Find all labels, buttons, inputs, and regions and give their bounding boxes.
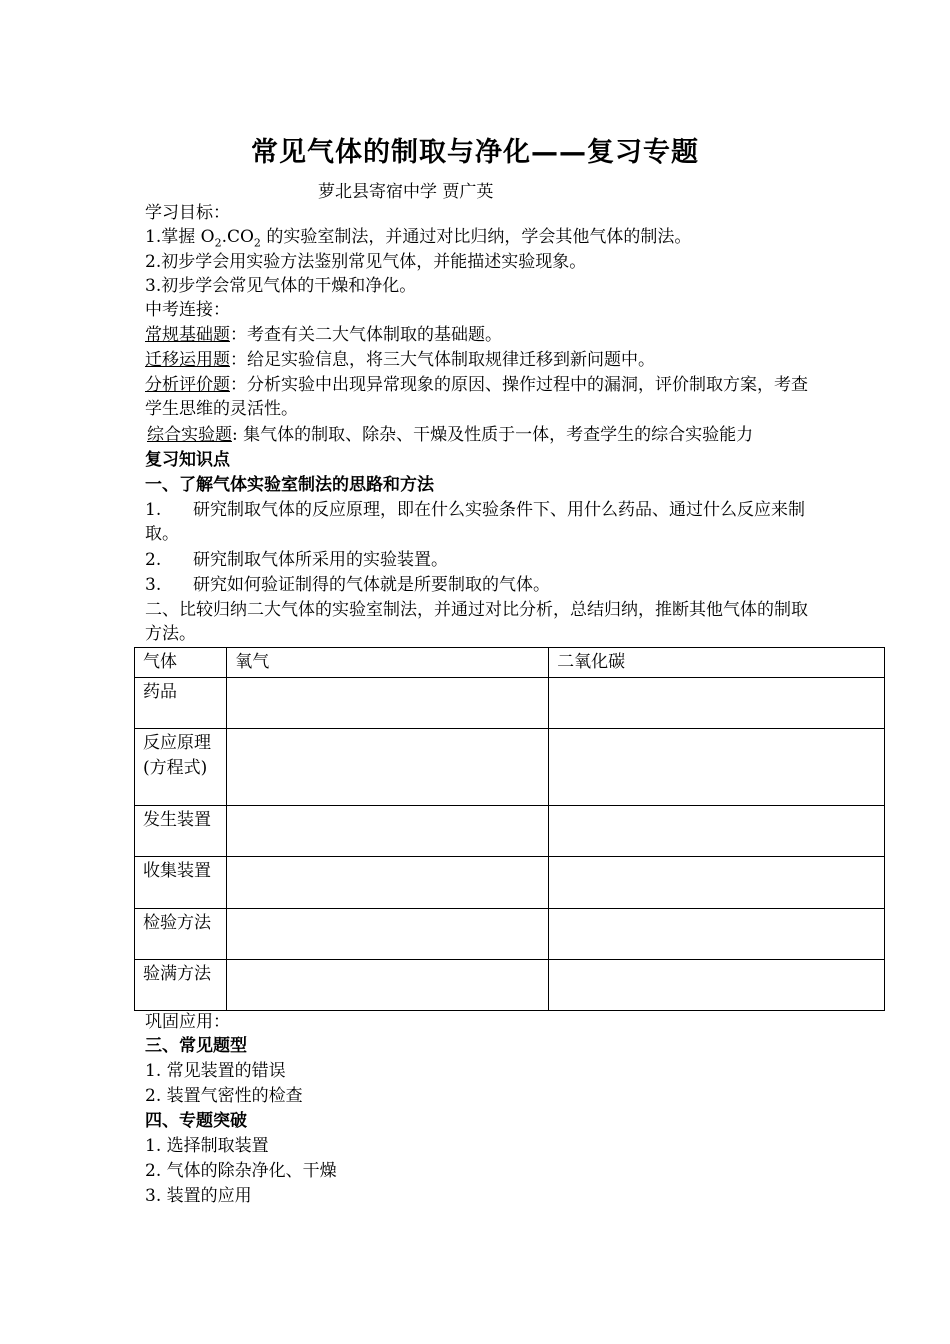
table-cell xyxy=(227,678,549,729)
section-2-heading: 二、比较归纳二大气体的实验室制法，并通过对比分析，总结归纳，推断其他气体的制取方法。 xyxy=(145,600,808,644)
s4-item-2: 2. 气体的除杂净化、干燥 xyxy=(145,1161,337,1181)
table-row xyxy=(135,909,885,960)
review-heading: 复习知识点 xyxy=(145,450,230,470)
table-row xyxy=(135,806,885,857)
row-label: 验满方法 xyxy=(135,960,227,1011)
exam-label: 常规基础题 xyxy=(145,325,230,345)
s3-item-1: 1. 常见装置的错误 xyxy=(145,1061,286,1081)
table-cell xyxy=(227,857,549,909)
section-3-heading: 三、常见题型 xyxy=(145,1036,247,1056)
s4-item-1: 1. 选择制取装置 xyxy=(145,1136,269,1156)
s1-item-2: 2. 研究制取气体所采用的实验装置。 xyxy=(145,550,448,570)
author-line: 萝北县寄宿中学 贾广英 xyxy=(318,182,494,202)
header-oxygen: 氧气 xyxy=(227,648,549,678)
table-header-row xyxy=(135,648,885,678)
table-cell xyxy=(549,857,885,909)
row-label: 发生装置 xyxy=(135,806,227,857)
table-cell xyxy=(227,909,549,960)
exam-item-basic: 常规基础题：考查有关二大气体制取的基础题。 xyxy=(145,325,502,345)
section-1-heading: 一、了解气体实验室制法的思路和方法 xyxy=(145,475,434,495)
exam-item-transfer: 迁移运用题：给足实验信息，将三大气体制取规律迁移到新问题中。 xyxy=(145,350,655,370)
header-co2: 二氧化碳 xyxy=(549,648,885,678)
exam-heading: 中考连接： xyxy=(145,300,230,320)
row-label: 收集装置 xyxy=(135,857,227,909)
row-label: 检验方法 xyxy=(135,909,227,960)
table-row xyxy=(135,678,885,729)
s1-item-1: 1. 研究制取气体的反应原理，即在什么实验条件下、用什么药品、通过什么反应来制取。 xyxy=(145,500,805,544)
page-title: 常见气体的制取与净化——复习专题 xyxy=(251,137,699,168)
s3-item-2: 2. 装置气密性的检查 xyxy=(145,1086,303,1106)
goal-item-1: 1.掌握 $O_2.CO_2$ 的实验室制法，并通过对比归纳，学会其他气体的制法。 xyxy=(145,227,692,250)
s4-item-3: 3. 装置的应用 xyxy=(145,1186,252,1206)
table-cell xyxy=(549,806,885,857)
comparison-table xyxy=(134,647,885,1011)
table-row xyxy=(135,960,885,1011)
goals-heading: 学习目标： xyxy=(145,203,230,223)
table-cell xyxy=(549,729,885,806)
exam-item-comprehensive: 综合实验题: 集气体的制取、除杂、干燥及性质于一体，考查学生的综合实验能力 xyxy=(147,425,754,445)
exam-label: 迁移运用题 xyxy=(145,350,230,370)
header-gas: 气体 xyxy=(135,648,227,678)
s1-item-3: 3. 研究如何验证制得的气体就是所要制取的气体。 xyxy=(145,575,550,595)
table-row xyxy=(135,729,885,806)
row-label: 反应原理(方程式) xyxy=(135,729,227,806)
table-cell xyxy=(549,960,885,1011)
section-4-heading: 四、专题突破 xyxy=(145,1111,247,1131)
table-cell xyxy=(549,678,885,729)
table-row xyxy=(135,857,885,909)
exam-label: 分析评价题 xyxy=(145,375,230,395)
row-label: 药品 xyxy=(135,678,227,729)
table-cell xyxy=(227,806,549,857)
exam-label: 综合实验题 xyxy=(147,425,232,445)
consolidate-label: 巩固应用： xyxy=(145,1012,230,1032)
table-cell xyxy=(227,729,549,806)
table-cell xyxy=(227,960,549,1011)
goal-item-2: 2.初步学会用实验方法鉴别常见气体，并能描述实验现象。 xyxy=(145,252,587,272)
exam-item-analysis: 分析评价题：分析实验中出现异常现象的原因、操作过程中的漏洞，评价制取方案，考查学生思维的灵活性。 xyxy=(145,375,808,419)
goal-item-3: 3.初步学会常见气体的干燥和净化。 xyxy=(145,276,417,296)
table-cell xyxy=(549,909,885,960)
